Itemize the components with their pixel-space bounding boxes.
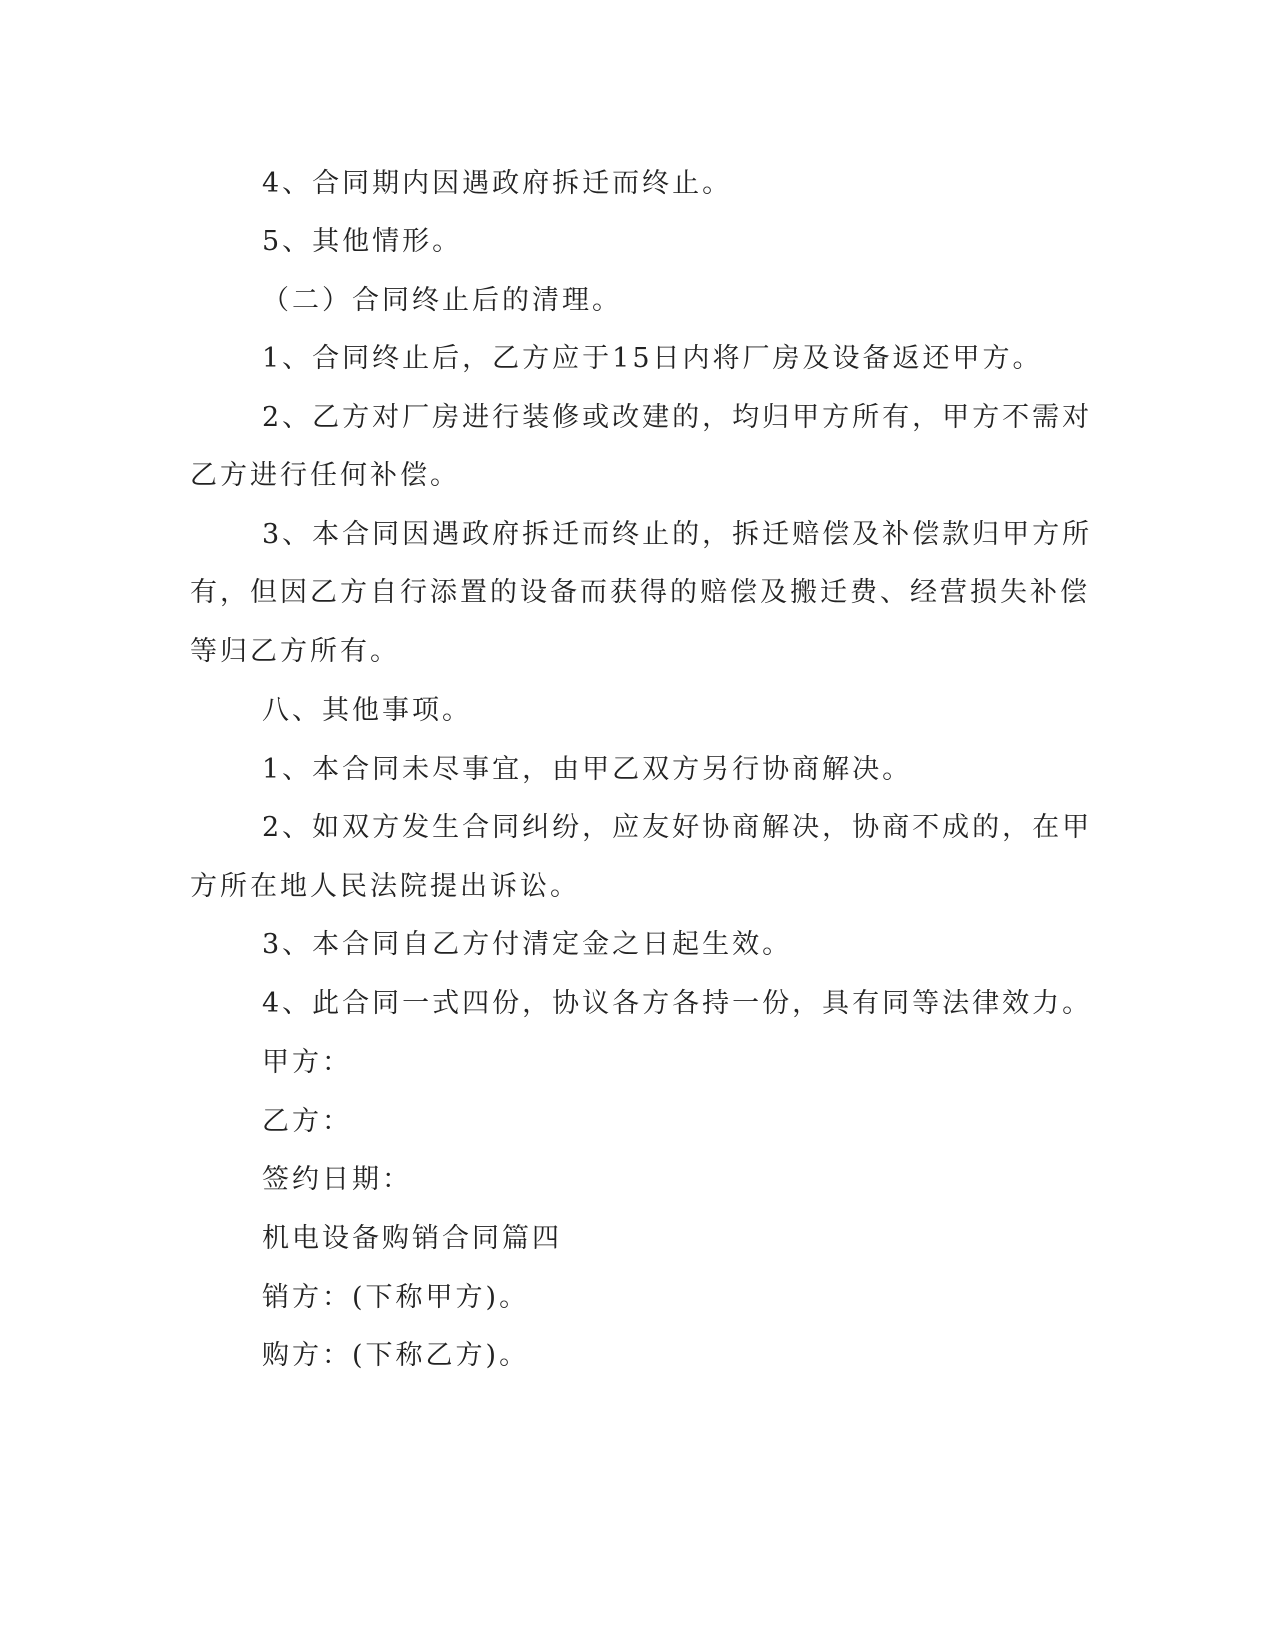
text-line: 3、本合同自乙方付清定金之日起生效。: [262, 929, 793, 960]
party-a-label: 甲方：: [262, 1047, 352, 1078]
text-line: 3、本合同因遇政府拆迁而终止的，拆迁赔偿及补偿款归甲方所: [262, 519, 1093, 550]
text-line: 2、乙方对厂房进行装修或改建的，均归甲方所有，甲方不需对: [262, 402, 1093, 433]
contract-title: 机电设备购销合同篇四: [262, 1223, 562, 1254]
text-line: 4、此合同一式四份，协议各方各持一份，具有同等法律效力。: [262, 988, 1093, 1019]
party-b-label: 乙方：: [262, 1106, 352, 1137]
text-line: 等归乙方所有。: [190, 636, 400, 667]
buyer-label: 购方：(下称乙方)。: [262, 1340, 530, 1371]
text-line: 5、其他情形。: [262, 226, 463, 257]
section-heading: （二）合同终止后的清理。: [262, 285, 622, 316]
text-line: 1、合同终止后，乙方应于15日内将厂房及设备返还甲方。: [262, 343, 1043, 374]
text-line: 4、合同期内因遇政府拆迁而终止。: [262, 168, 733, 199]
text-line: 乙方进行任何补偿。: [190, 460, 460, 491]
text-line: 有，但因乙方自行添置的设备而获得的赔偿及搬迁费、经营损失补偿: [190, 577, 1090, 608]
section-heading: 八、其他事项。: [262, 695, 472, 726]
signing-date-label: 签约日期：: [262, 1164, 412, 1195]
text-line: 方所在地人民法院提出诉讼。: [190, 871, 580, 902]
text-line: 1、本合同未尽事宜，由甲乙双方另行协商解决。: [262, 754, 913, 785]
text-line: 2、如双方发生合同纠纷，应友好协商解决，协商不成的，在甲: [262, 812, 1093, 843]
seller-label: 销方：(下称甲方)。: [262, 1282, 530, 1313]
